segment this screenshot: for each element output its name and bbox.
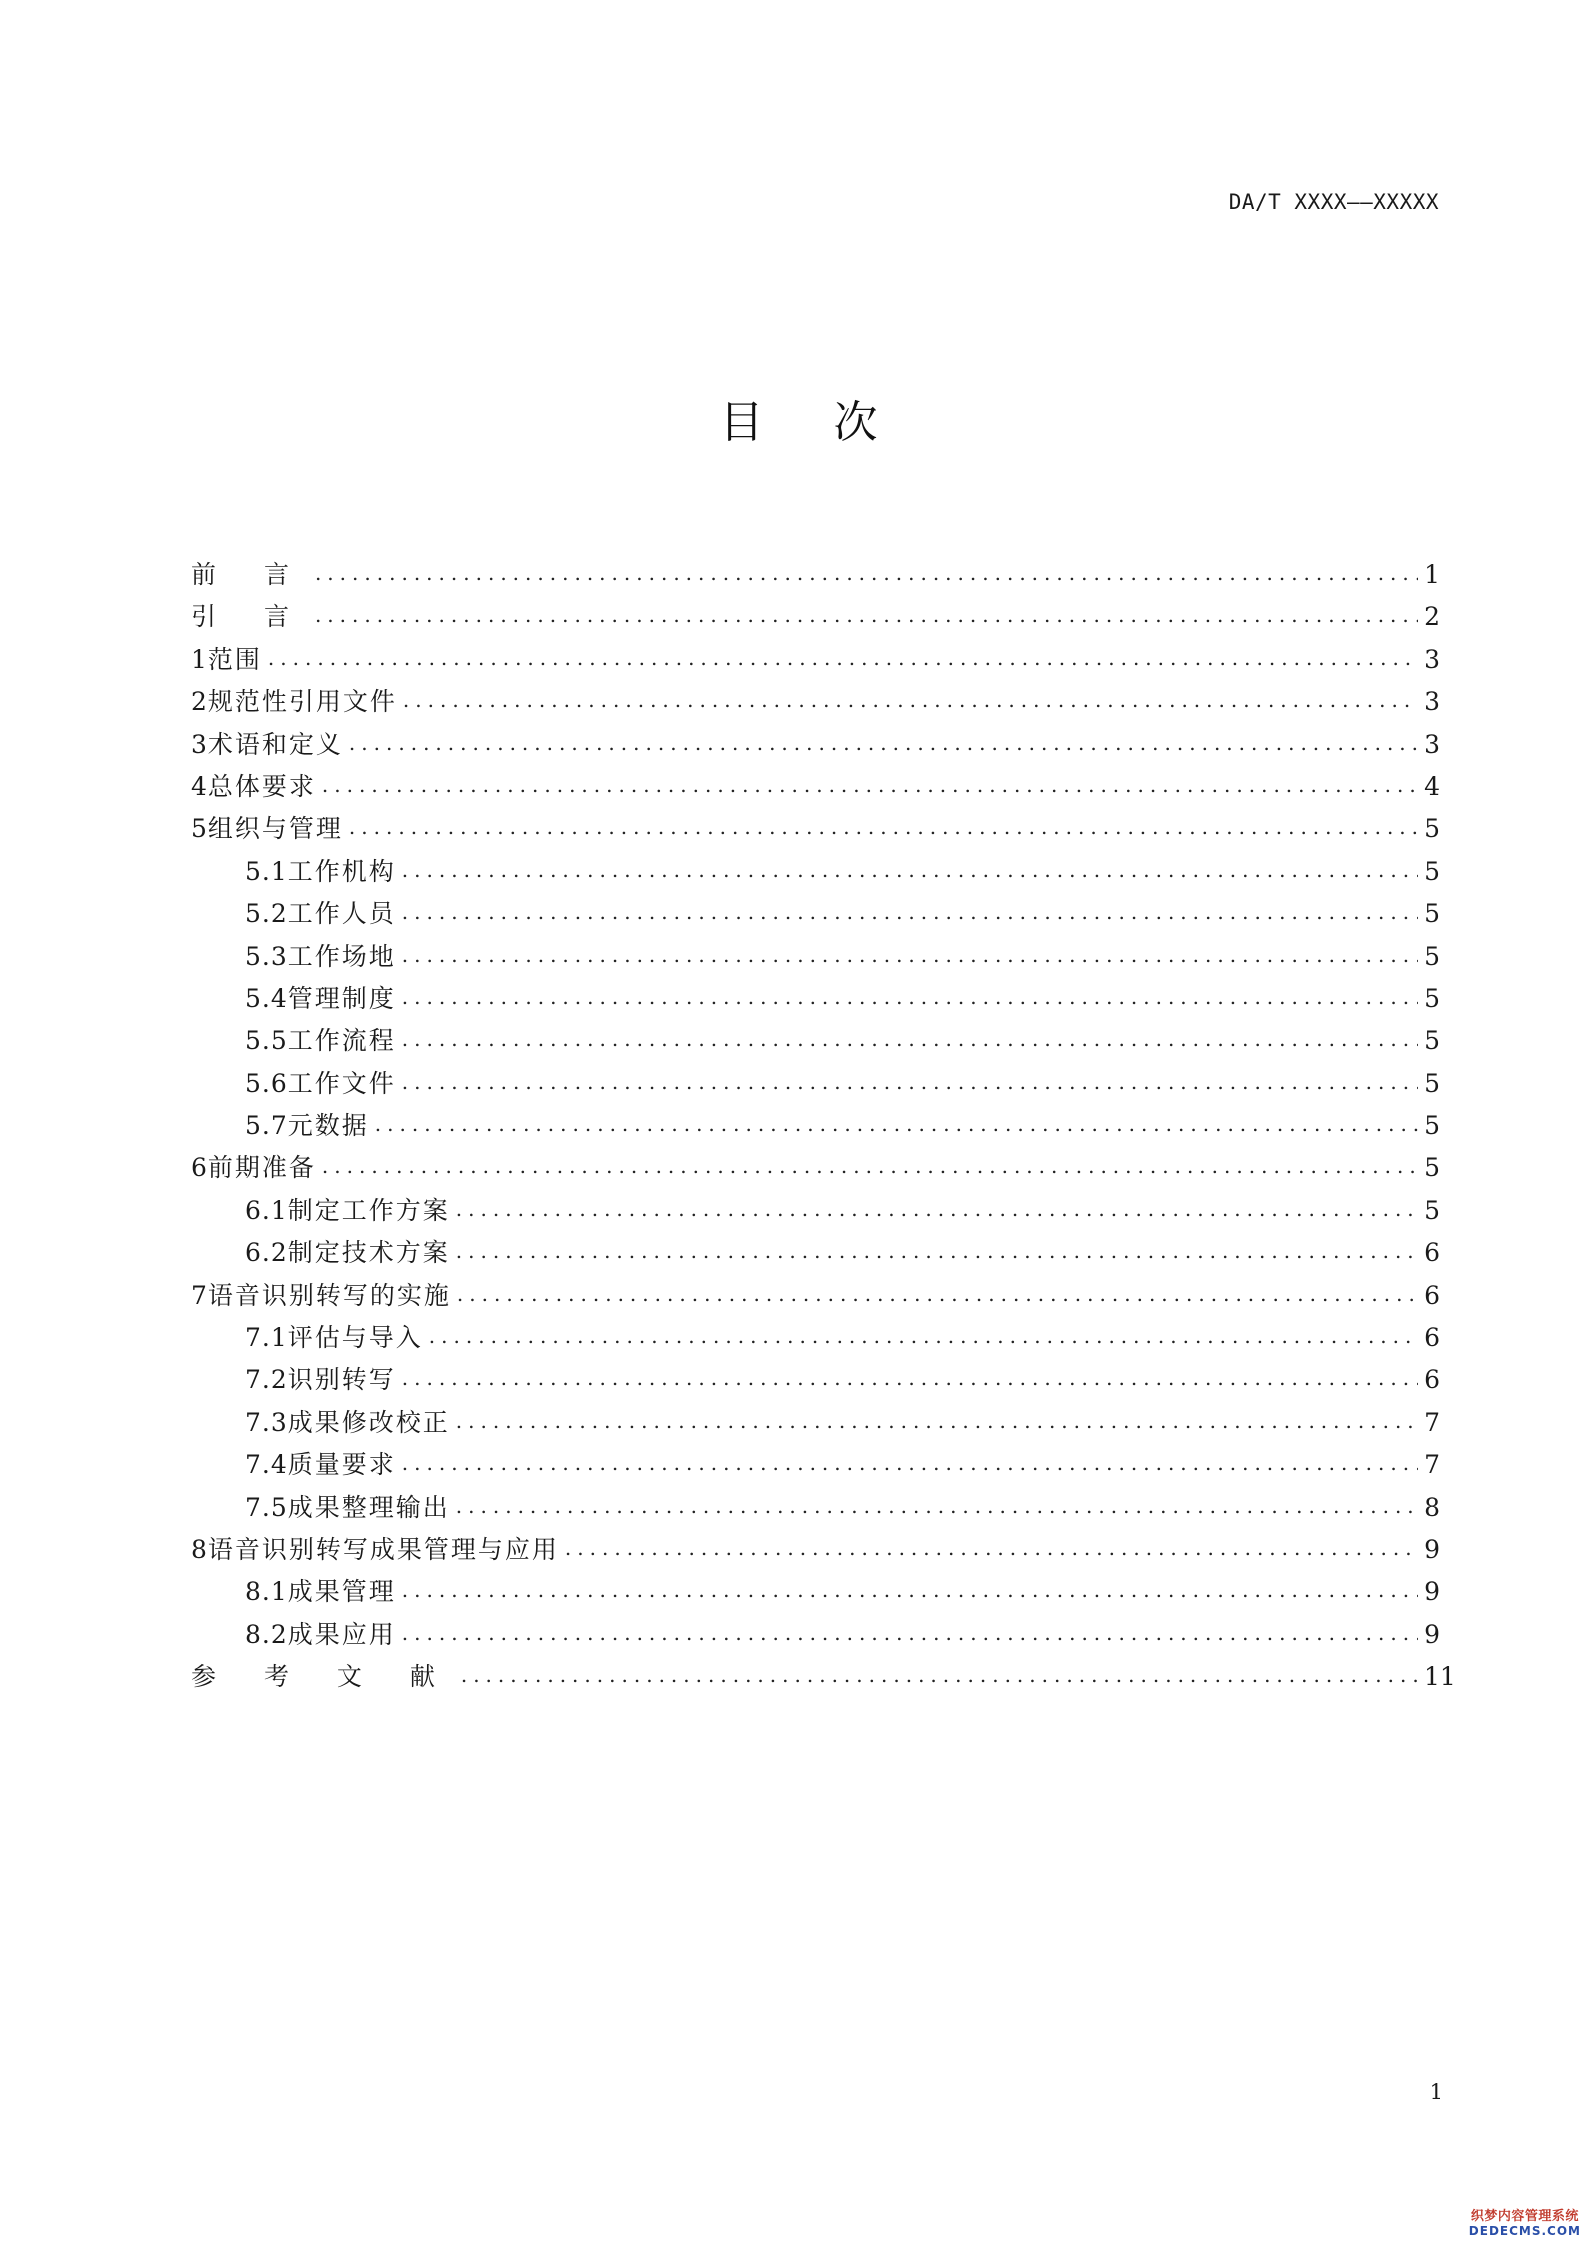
toc-entry-label: 识别转写	[287, 1365, 396, 1395]
toc-dot-leader	[403, 679, 1418, 721]
toc-dot-leader	[565, 1527, 1418, 1569]
watermark-line-cn: 织梦内容管理系统	[1470, 2209, 1579, 2225]
toc-entry-number: 5.4	[245, 983, 288, 1013]
toc-entry-label: 制定技术方案	[287, 1238, 450, 1268]
toc-dot-leader	[456, 1485, 1418, 1527]
toc-entry-page: 6	[1424, 1323, 1440, 1353]
toc-dot-leader	[349, 722, 1418, 764]
toc-entry[interactable]	[191, 1571, 1440, 1613]
toc-entry-label: 语音识别转写的实施	[207, 1280, 451, 1310]
toc-entry-page: 5	[1424, 1153, 1440, 1183]
toc-entry-number: 7.1	[245, 1323, 288, 1353]
toc-entry-label: 工作流程	[287, 1026, 396, 1056]
toc-entry-number: 7.3	[245, 1407, 288, 1437]
toc-entry-page: 5	[1424, 941, 1440, 971]
toc-entry-number: 7.5	[245, 1492, 288, 1522]
toc-entry-page: 4	[1424, 771, 1440, 801]
toc-entry-page: 7	[1424, 1450, 1440, 1480]
toc-entry[interactable]	[191, 681, 1440, 723]
toc-entry-label: 总体要求	[207, 771, 316, 801]
toc-entry-label: 范围	[207, 644, 262, 674]
toc-entry-number: 6	[191, 1153, 208, 1183]
toc-dot-leader	[402, 891, 1418, 933]
toc-entry-page: 5	[1424, 1026, 1440, 1056]
toc-entry-label: 工作场地	[287, 941, 396, 971]
toc-entry[interactable]	[191, 596, 1440, 638]
toc-entry-label: 前 言	[191, 560, 309, 589]
toc-entry-page: 5	[1424, 1068, 1440, 1098]
toc-entry[interactable]	[191, 1105, 1440, 1147]
toc-entry-number: 6.1	[245, 1195, 288, 1225]
toc-dot-leader	[402, 1442, 1418, 1484]
toc-dot-leader	[322, 764, 1418, 806]
toc-dot-leader	[268, 637, 1418, 679]
toc-entry-page: 5	[1424, 814, 1440, 844]
toc-dot-leader	[322, 1145, 1418, 1187]
toc-entry[interactable]	[191, 978, 1440, 1020]
toc-entry-label: 管理制度	[287, 983, 396, 1013]
toc-dot-leader	[402, 1061, 1418, 1103]
page-number: 1	[1429, 2080, 1443, 2104]
toc-entry-number: 7.2	[245, 1365, 288, 1395]
toc-entry-page: 9	[1424, 1619, 1440, 1649]
toc-entry-page: 3	[1424, 687, 1440, 717]
toc-entry-page: 11	[1424, 1662, 1456, 1692]
toc-dot-leader	[456, 1400, 1418, 1442]
toc-entry-page: 1	[1424, 560, 1440, 589]
dedecms-watermark	[1469, 2210, 1581, 2239]
toc-entry[interactable]	[191, 554, 1440, 596]
toc-entry[interactable]	[191, 1275, 1440, 1317]
toc-dot-leader	[375, 1103, 1418, 1145]
toc-dot-leader	[456, 1230, 1418, 1272]
toc-entry-label: 成果整理输出	[287, 1492, 450, 1522]
toc-entry-label: 工作人员	[287, 899, 396, 929]
toc-dot-leader	[457, 1273, 1418, 1315]
toc-entry-page: 6	[1424, 1280, 1440, 1310]
toc-entry-number: 3	[191, 729, 208, 759]
toc-entry[interactable]	[191, 1529, 1440, 1571]
toc-entry[interactable]	[191, 1656, 1456, 1698]
toc-entry[interactable]	[191, 1444, 1440, 1486]
toc-entry-number: 6.2	[245, 1238, 288, 1268]
toc-entry[interactable]	[191, 766, 1440, 808]
toc-entry-number: 2	[191, 687, 208, 717]
toc-entry-page: 9	[1424, 1534, 1440, 1564]
toc-entry-page: 8	[1424, 1492, 1440, 1522]
toc-dot-leader	[429, 1315, 1418, 1357]
toc-entry-label: 制定工作方案	[287, 1195, 450, 1225]
toc-entry-number: 5.6	[245, 1068, 288, 1098]
toc-entry-label: 参 考 文 献	[191, 1662, 455, 1692]
toc-entry[interactable]	[191, 936, 1440, 978]
toc-entry-number: 8	[191, 1534, 208, 1564]
toc-entry-label: 成果修改校正	[287, 1407, 450, 1437]
toc-entry-page: 6	[1424, 1238, 1440, 1268]
toc-dot-leader	[315, 594, 1418, 636]
toc-entry[interactable]	[191, 808, 1440, 850]
toc-entry-label: 引 言	[191, 602, 309, 632]
toc-entry-page: 3	[1424, 729, 1440, 759]
toc-entry-number: 5.2	[245, 899, 288, 929]
toc-entry[interactable]	[191, 851, 1440, 893]
toc-entry-page: 5	[1424, 856, 1440, 886]
toc-entry[interactable]	[191, 724, 1440, 766]
toc-entry[interactable]	[191, 1487, 1440, 1529]
toc-entry-page: 5	[1424, 1195, 1440, 1225]
toc-entry-number: 5	[191, 814, 208, 844]
toc-entry-label: 质量要求	[287, 1450, 396, 1480]
toc-entry-number: 7	[191, 1280, 208, 1310]
toc-entry-page: 5	[1424, 1111, 1440, 1141]
toc-dot-leader	[402, 849, 1418, 891]
toc-entry-number: 8.1	[245, 1577, 288, 1607]
toc-entry-page: 5	[1424, 983, 1440, 1013]
toc-entry-page: 5	[1424, 899, 1440, 929]
toc-entry-number: 5.7	[245, 1111, 288, 1141]
toc-dot-leader	[402, 976, 1418, 1018]
toc-dot-leader	[461, 1654, 1418, 1696]
toc-entry[interactable]	[191, 1147, 1440, 1189]
toc-dot-leader	[402, 1612, 1418, 1654]
toc-entry-number: 7.4	[245, 1450, 288, 1480]
toc-entry[interactable]	[191, 893, 1440, 935]
toc-dot-leader	[402, 934, 1418, 976]
toc-entry-label: 评估与导入	[287, 1323, 423, 1353]
toc-entry-label: 语音识别转写成果管理与应用	[207, 1534, 559, 1564]
toc-dot-leader	[456, 1188, 1418, 1230]
toc-entry-page: 6	[1424, 1365, 1440, 1395]
toc-entry[interactable]	[191, 1359, 1440, 1401]
toc-entry-number: 8.2	[245, 1619, 288, 1649]
toc-entry-page: 3	[1424, 644, 1440, 674]
toc-entry-label: 成果管理	[287, 1577, 396, 1607]
toc-entry-label: 元数据	[287, 1111, 369, 1141]
toc-dot-leader	[315, 552, 1418, 594]
toc-entry-label: 组织与管理	[207, 814, 343, 844]
toc-entry[interactable]	[191, 1190, 1440, 1232]
toc-entry[interactable]	[191, 1402, 1440, 1444]
toc-entry[interactable]	[191, 1063, 1440, 1105]
toc-entry-label: 工作文件	[287, 1068, 396, 1098]
toc-entry-number: 5.3	[245, 941, 288, 971]
toc-entry[interactable]	[191, 1614, 1440, 1656]
toc-dot-leader	[402, 1357, 1418, 1399]
watermark-line-en: DEDECMS.COM	[1468, 2224, 1581, 2239]
toc-entry-page: 7	[1424, 1407, 1440, 1437]
toc-entry-label: 前期准备	[207, 1153, 316, 1183]
toc-dot-leader	[402, 1569, 1418, 1611]
toc-entry[interactable]	[191, 639, 1440, 681]
toc-entry-label: 成果应用	[287, 1619, 396, 1649]
toc-title: 目 次	[719, 397, 906, 448]
toc-entry[interactable]	[191, 1020, 1440, 1062]
toc-entry-label: 术语和定义	[207, 729, 343, 759]
toc-entry-page: 2	[1424, 602, 1440, 632]
toc-entry-page: 9	[1424, 1577, 1440, 1607]
toc-entry-number: 1	[191, 644, 208, 674]
toc-entry-number: 4	[191, 771, 208, 801]
toc-entry-number: 5.1	[245, 856, 288, 886]
toc-entry-label: 工作机构	[287, 856, 396, 886]
toc-entry-label: 规范性引用文件	[207, 687, 397, 717]
toc-entry[interactable]	[191, 1232, 1440, 1274]
document-code: DA/T XXXX——XXXXX	[1228, 190, 1439, 214]
toc-entry[interactable]	[191, 1317, 1440, 1359]
table-of-contents	[191, 554, 1456, 1699]
toc-entry-number: 5.5	[245, 1026, 288, 1056]
toc-dot-leader	[349, 806, 1418, 848]
toc-dot-leader	[402, 1018, 1418, 1060]
